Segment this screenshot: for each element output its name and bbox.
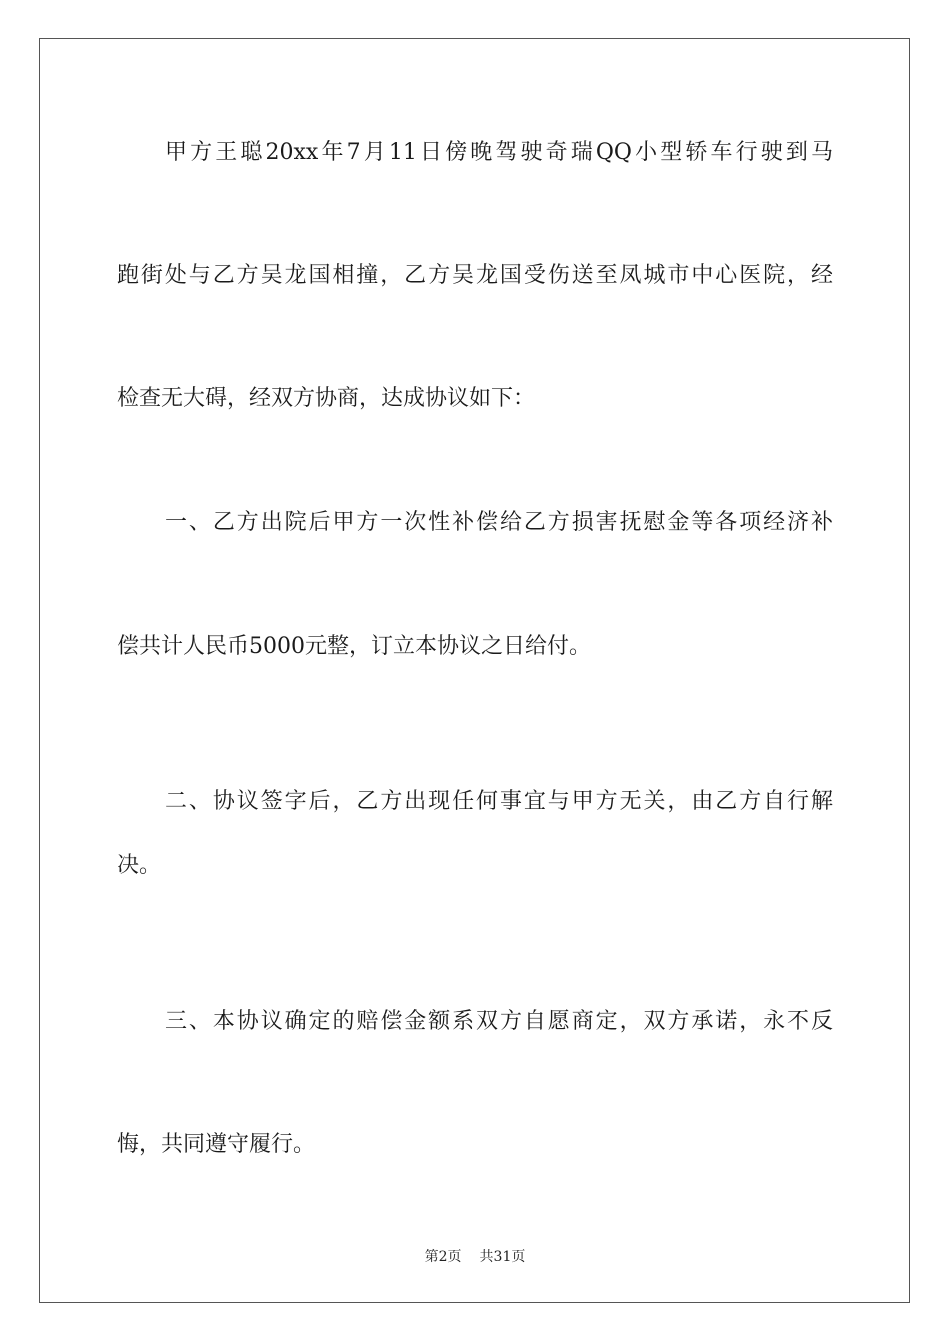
clause-1-line-2: 偿共计人民币5000元整，订立本协议之日给付。 (117, 634, 591, 659)
clause-2-line-2: 决。 (117, 853, 162, 878)
clause-1-line-1: 一、乙方出院后甲方一次性补偿给乙方损害抚慰金等各项经济补 (165, 510, 833, 535)
paragraph-1-line-3: 检查无大碍，经双方协商，达成协议如下： (117, 386, 536, 411)
page-frame (39, 38, 910, 1303)
page-number: 第2页 (424, 1249, 462, 1265)
clause-3-line-1: 三、本协议确定的赔偿金额系双方自愿商定，双方承诺，永不反 (165, 1009, 833, 1034)
clause-3-line-2: 悔，共同遵守履行。 (117, 1132, 316, 1157)
page-footer (0, 1248, 950, 1266)
paragraph-1-line-1: 甲方王聪20xx年7月11日傍晚驾驶奇瑞QQ小型轿车行驶到马 (165, 140, 833, 165)
clause-2-line-1: 二、协议签字后，乙方出现任何事宜与甲方无关，由乙方自行解 (165, 789, 833, 814)
paragraph-1-line-2: 跑街处与乙方吴龙国相撞，乙方吴龙国受伤送至凤城市中心医院，经 (117, 263, 833, 288)
page-total: 共31页 (479, 1249, 526, 1265)
